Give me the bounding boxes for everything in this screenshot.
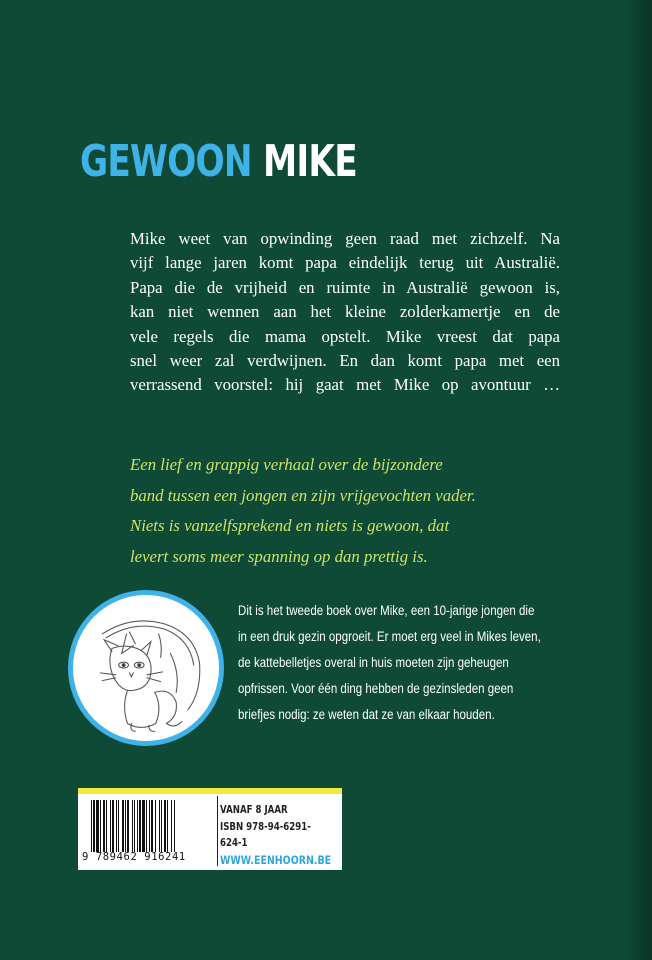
title-part-gewoon: GEWOON <box>80 136 252 187</box>
tagline-line: Niets is vanzelfsprekend en niets is gewoon, dat <box>130 516 450 535</box>
blurb-line: snel weer zal verdwijnen. En dan komt papa met een <box>130 351 560 371</box>
blurb-line: vijf lange jaren komt papa eindelijk terug uit Australië. <box>130 253 560 273</box>
spine-shade <box>622 0 652 960</box>
website-link[interactable]: WWW.EENHOORN.BE <box>220 852 332 867</box>
about-text <box>238 598 582 728</box>
about-line: briefjes nodig: ze weten dat ze van elkaar houden. <box>238 707 495 722</box>
cat-sketch-icon <box>73 595 219 741</box>
tagline-text <box>130 450 560 572</box>
age-label: VANAF 8 JAAR <box>220 804 288 816</box>
blurb-line: kan niet wennen aan het kleine zolderkamertje en de <box>130 302 560 322</box>
about-line: in een druk gezin opgroeit. Er moet erg veel in Mikes leven, <box>238 629 541 644</box>
barcode-panel <box>78 788 342 870</box>
tagline-line: band tussen een jongen en zijn vrijgevochten vader. <box>130 485 476 505</box>
about-line: de kattebelletjes overal in huis moeten zijn geheugen <box>238 655 509 670</box>
barcode <box>90 800 208 852</box>
barcode-number: 9 789462 916241 <box>82 851 186 863</box>
about-line: Dit is het tweede boek over Mike, een 10-jarige jongen die <box>238 603 535 618</box>
blurb-line: Mike weet van opwinding geen raad met zichzelf. Na <box>130 229 560 248</box>
title-part-mike: MIKE <box>263 136 357 187</box>
blurb-line: verrassend voorstel: hij gaat met Mike op avontuur … <box>130 375 560 395</box>
isbn-label: ISBN 978-94-6291-624-1 <box>220 820 311 849</box>
tagline-line: levert soms meer spanning op dan prettig is. <box>130 546 428 566</box>
book-title <box>80 136 357 187</box>
blurb-line: vele regels die mama opstelt. Mike vreest dat papa <box>130 326 560 346</box>
book-info <box>220 802 331 868</box>
about-line: opfrissen. Voor één ding hebben de gezinsleden geen <box>238 681 514 696</box>
blurb-line: Papa die de vrijheid en ruimte in Australië gewoon is, <box>130 277 560 297</box>
divider <box>217 796 218 866</box>
cat-illustration <box>68 590 224 746</box>
blurb-text <box>130 227 560 398</box>
tagline-line: Een lief en grappig verhaal over de bijzondere <box>130 455 443 474</box>
